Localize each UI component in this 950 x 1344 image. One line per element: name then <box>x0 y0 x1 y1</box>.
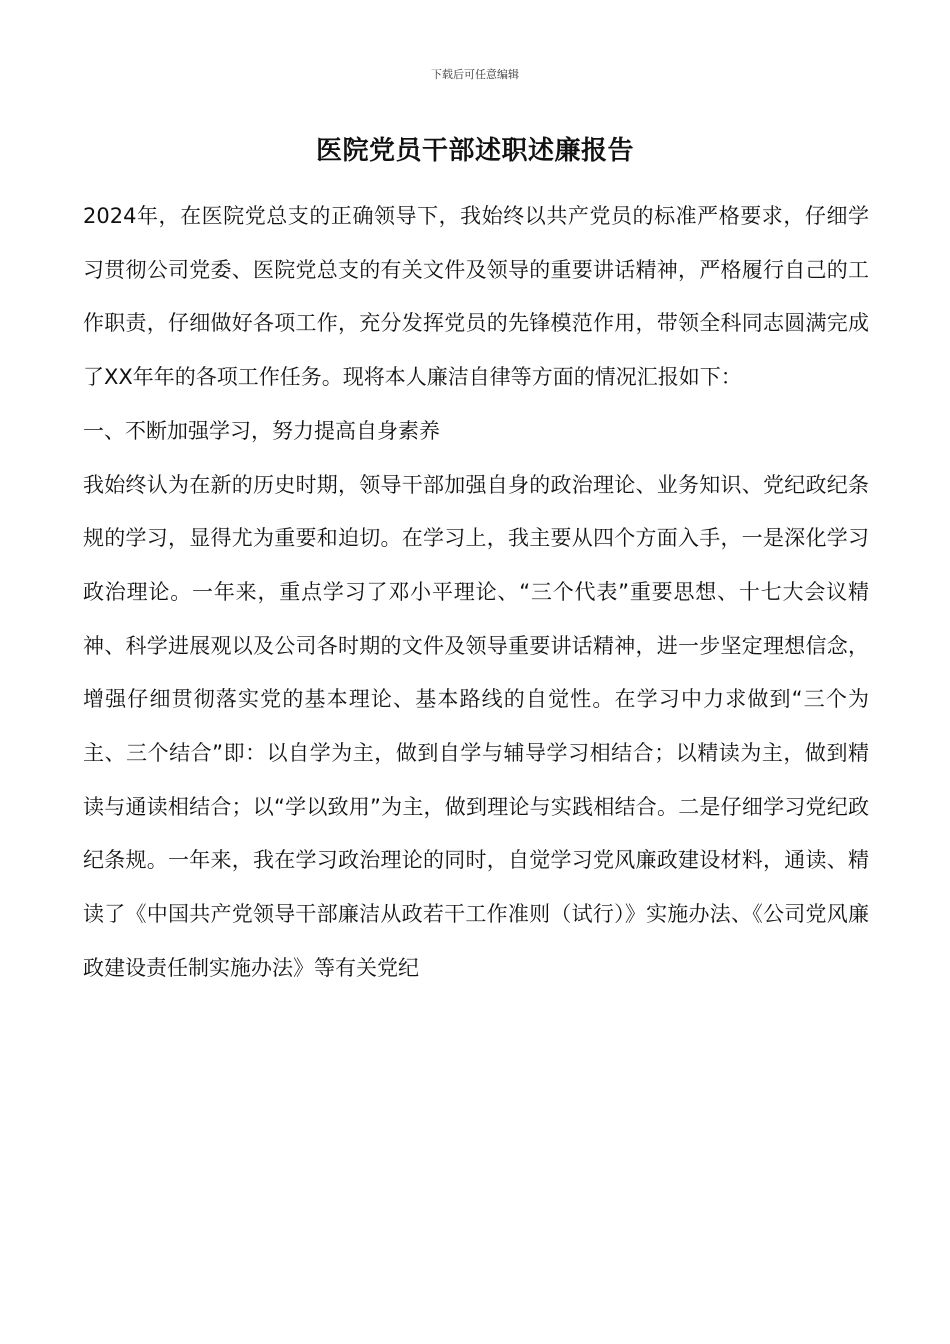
section-heading: 一、不断加强学习，努力提高自身素养 <box>83 418 440 443</box>
paragraph-intro: 2024年，在医院党总支的正确领导下，我始终以共产党员的标准严格要求，仔细学习贯彻公司党委、医院党总支的有关文件及领导的重要讲话精神，严格履行自己的工作职责，仔细做好各项工作，充分发挥党员的先锋模范作用，带领全科同志圆满完成了XX年年的各项工作任务。现将本人廉洁自律等方面的情况汇报如下： <box>83 204 869 390</box>
header-note: 下载后可任意编辑 <box>431 68 519 81</box>
paragraph-study: 我始终认为在新的历史时期，领导干部加强自身的政治理论、业务知识、党纪政纪条规的学习，显得尤为重要和迫切。在学习上，我主要从四个方面入手，一是深化学习政治理论。一年来，重点学习了邓小平理论、“三个代表”重要思想、十七大会议精神、科学进展观以及公司各时期的文件及领导重要讲话精神，进一步坚定理想信念，增强仔细贯彻落实党的基本理论、基本路线的自觉性。在学习中力求做到“三个为主、三个结合”即：以自学为主，做到自学与辅导学习相结合；以精读为主，做到精读与通读相结合；以“学以致用”为主，做到理论与实践相结合。二是仔细学习党纪政纪条规。一年来，我在学习政治理论的同时，自觉学习党风廉政建设材料，通读、精读了《中国共产党领导干部廉洁从政若干工作准则（试行）》实施办法、《公司党风廉政建设责任制实施办法》等有关党纪 <box>83 472 869 980</box>
document-body <box>83 190 869 996</box>
document-title: 医院党员干部述职述廉报告 <box>315 136 634 166</box>
